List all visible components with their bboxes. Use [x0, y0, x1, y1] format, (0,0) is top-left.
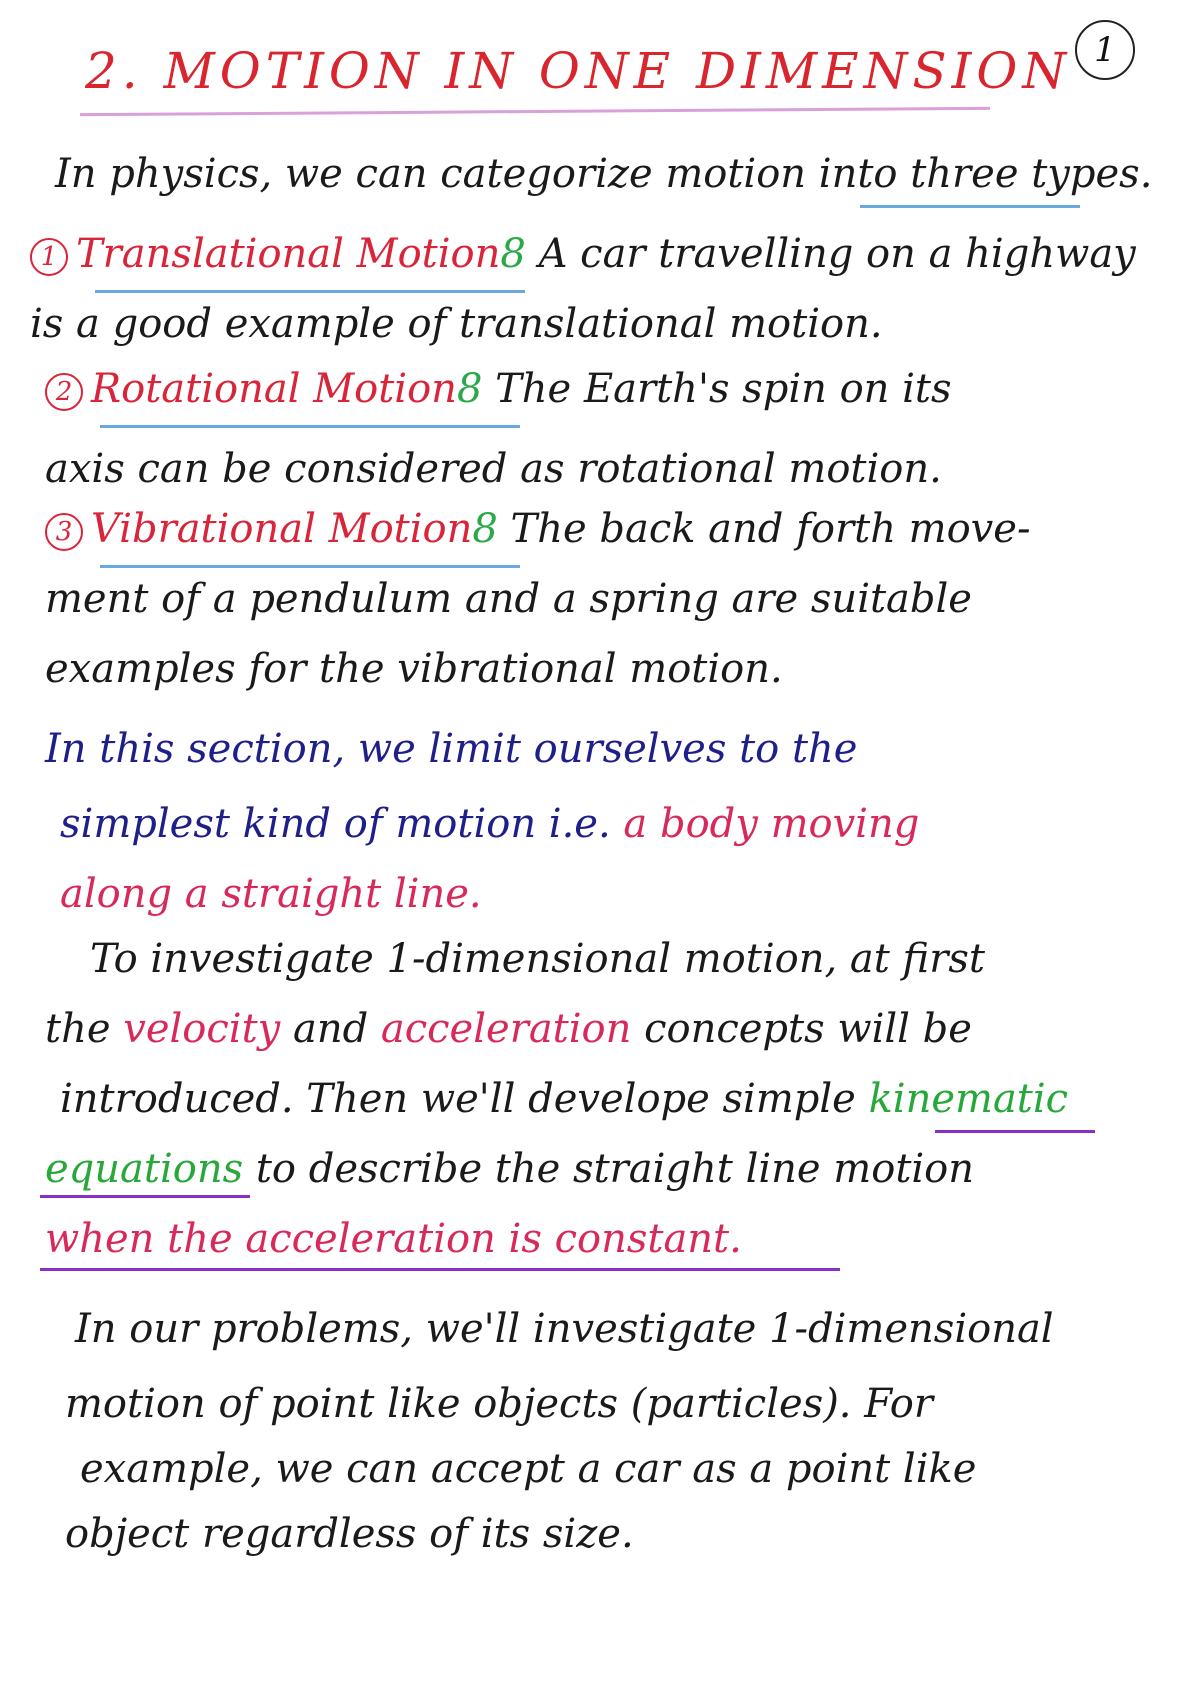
type-2-text: The Earth's spin on its [495, 366, 952, 412]
type-1-number: 1 [30, 238, 68, 276]
investigate-kinematic: kinematic [868, 1076, 1069, 1122]
investigate-acceleration: acceleration [380, 1006, 632, 1052]
type-2-text-2: axis can be considered as rotational motion. [45, 446, 942, 492]
type-2-sep: 8 [456, 366, 483, 412]
investigate-describe: to describe the straight line motion [255, 1146, 975, 1192]
section-line-2 [60, 800, 919, 848]
page-title: 2. MOTION IN ONE DIMENSION [85, 42, 1072, 100]
kinematic-underline [935, 1130, 1095, 1133]
type-3-text: The back and forth move- [510, 506, 1031, 552]
section-line-3: along a straight line. [60, 871, 482, 917]
investigate-the: the [45, 1006, 111, 1052]
investigate-velocity: velocity [123, 1006, 281, 1052]
type-2 [45, 365, 952, 413]
type-1-sep: 8 [500, 231, 526, 277]
problems-line-2: motion of point like objects (particles). For [65, 1381, 934, 1427]
investigate-line-2 [45, 1005, 972, 1053]
type-2-underline [100, 425, 520, 428]
type-3 [45, 505, 1030, 553]
section-line-2-b: a body moving [623, 801, 920, 847]
type-1-name: Translational Motion [76, 231, 501, 277]
investigate-line-5: when the acceleration is constant. [45, 1216, 742, 1262]
type-1-text-2: is a good example of translational motion. [30, 301, 883, 347]
type-3-name: Vibrational Motion [91, 506, 473, 552]
investigate-equations: equations [45, 1146, 244, 1192]
investigate-concepts: concepts will be [644, 1006, 972, 1052]
type-3-number: 3 [45, 513, 83, 551]
type-1-text: A car travelling on a highway [538, 231, 1136, 277]
investigate-introduced: introduced. Then we'll develope simple [60, 1076, 856, 1122]
problems-line-4: object regardless of its size. [65, 1511, 634, 1557]
type-1-underline [95, 290, 525, 293]
type-3-underline [100, 565, 520, 568]
type-3-text-2: ment of a pendulum and a spring are suitable [45, 576, 972, 622]
intro-underline [860, 205, 1080, 208]
section-line-2-a: simplest kind of motion i.e. [60, 801, 611, 847]
page-number: 1 [1075, 20, 1135, 80]
type-3-text-3: examples for the vibrational motion. [45, 646, 783, 692]
type-1 [30, 230, 1136, 278]
type-3-sep: 8 [472, 506, 498, 552]
investigate-line-1: To investigate 1-dimensional motion, at first [90, 936, 985, 982]
type-2-number: 2 [45, 373, 83, 411]
investigate-and: and [292, 1006, 369, 1052]
intro-text: In physics, we can categorize motion into three types. [55, 151, 1153, 197]
section-line-1: In this section, we limit ourselves to the [45, 726, 858, 772]
constant-underline [40, 1268, 840, 1271]
equations-underline [40, 1195, 250, 1198]
type-2-name: Rotational Motion [91, 366, 457, 412]
title-underline [80, 107, 990, 116]
problems-line-1: In our problems, we'll investigate 1-dimensional [75, 1306, 1054, 1352]
problems-line-3: example, we can accept a car as a point like [80, 1446, 977, 1492]
investigate-line-4 [45, 1145, 974, 1193]
investigate-line-3 [60, 1075, 1068, 1123]
